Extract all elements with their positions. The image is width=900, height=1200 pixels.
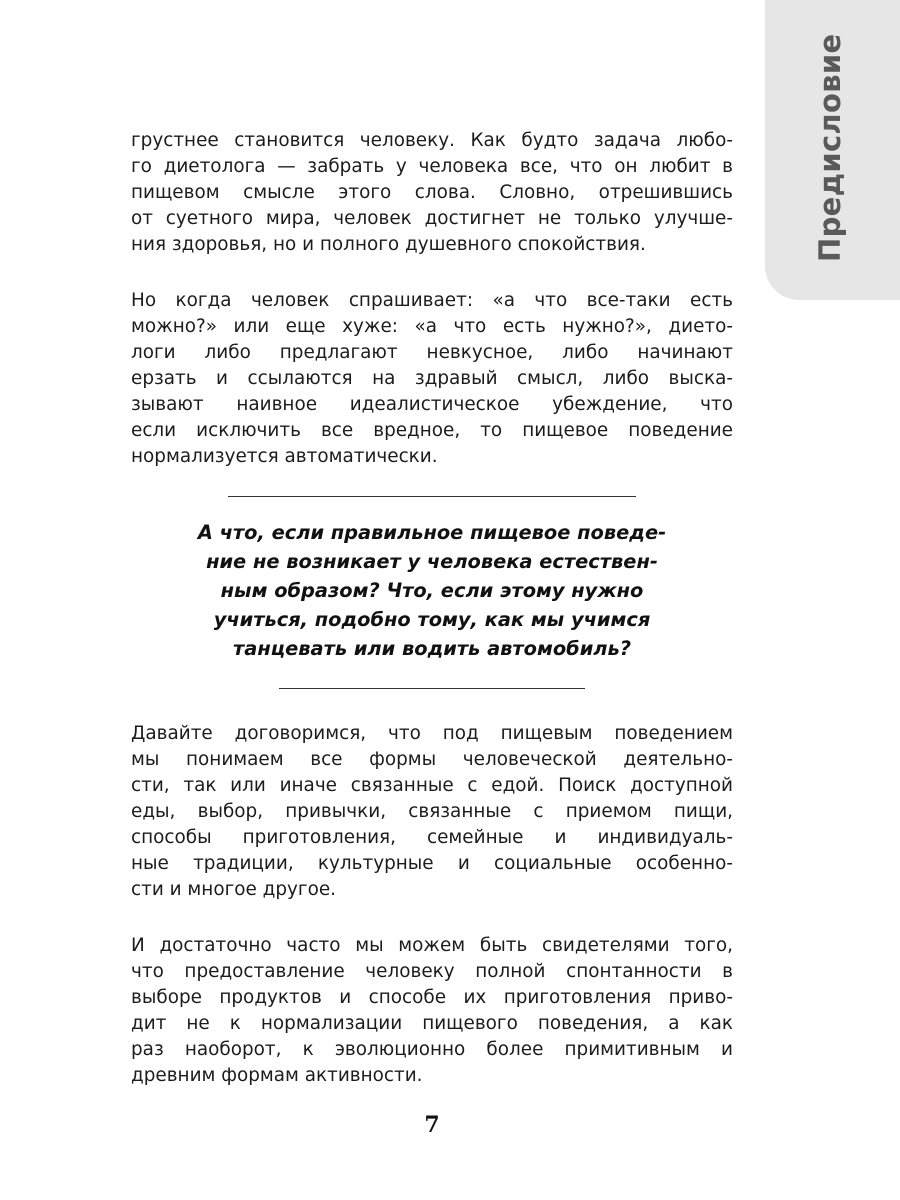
text-line: ния здоровья, но и полного душевного спокойствия.	[131, 234, 646, 255]
paragraph-gap	[131, 258, 733, 288]
text-line: зывают наивное идеалистическое убеждение, что	[131, 394, 733, 415]
text-line: нормализуется автоматически.	[131, 446, 438, 467]
text-line: способы приготовления, семейные и индивидуаль-	[131, 827, 733, 848]
paragraph-2	[131, 288, 733, 470]
text-line: что предоставление человеку полной спонтанности в	[131, 961, 733, 982]
text-line: ные традиции, культурные и социальные особенно-	[131, 853, 733, 874]
page-number: 7	[424, 1112, 440, 1138]
text-line: древним формам активности.	[131, 1065, 423, 1086]
text-line: если исключить все вредное, то пищевое поведение	[131, 420, 733, 441]
quote-divider-top	[228, 496, 636, 497]
quote-line: учиться, подобно тому, как мы учимся	[213, 608, 651, 631]
text-line: логи либо предлагают невкусное, либо начинают	[131, 342, 733, 363]
text-line: пищевом смысле этого слова. Словно, отрешившись	[131, 182, 733, 203]
text-line: дит не к нормализации пищевого поведения, а как	[131, 1013, 733, 1034]
text-line: сти, так или иначе связанные с едой. Поиск доступной	[131, 775, 733, 796]
text-line: Давайте договоримся, что под пищевым поведением	[131, 723, 733, 744]
paragraph-1	[131, 128, 733, 258]
quote-line: танцевать или водить автомобиль?	[233, 637, 631, 660]
quote-divider-bottom	[279, 688, 585, 689]
paragraph-gap	[131, 903, 733, 933]
text-line: сти и многое другое.	[131, 879, 336, 900]
text-line: мы понимаем все формы человеческой деятельно-	[131, 749, 733, 770]
paragraph-3	[131, 721, 733, 903]
quote-line: А что, если правильное пищевое поведе-	[197, 521, 667, 544]
pull-quote	[131, 518, 733, 663]
text-line: И достаточно часто мы можем быть свидетелями того,	[131, 935, 733, 956]
text-line: ерзать и ссылаются на здравый смысл, либо выска-	[131, 368, 733, 389]
text-line: раз наоборот, к эволюционно более примитивным и	[131, 1039, 733, 1060]
text-line: еды, выбор, привычки, связанные с приемом пищи,	[131, 801, 733, 822]
text-line: можно?» или еще хуже: «а что есть нужно?», дието-	[131, 316, 733, 337]
text-line: грустнее становится человеку. Как будто задача любо-	[131, 130, 733, 151]
quote-line: ние не возникает у человека естествен-	[206, 550, 658, 573]
paragraph-4	[131, 933, 733, 1089]
text-line: Но когда человек спрашивает: «а что все-таки есть	[131, 290, 733, 311]
page-content	[131, 128, 733, 1089]
text-line: го диетолога — забрать у человека все, что он любит в	[131, 156, 733, 177]
text-line: выборе продуктов и способе их приготовления приво-	[131, 987, 733, 1008]
quote-line: ным образом? Что, если этому нужно	[220, 579, 644, 602]
text-line: от суетного мира, человек достигнет не только улучше-	[131, 208, 733, 229]
section-tab-label: Предисловие	[813, 33, 847, 262]
